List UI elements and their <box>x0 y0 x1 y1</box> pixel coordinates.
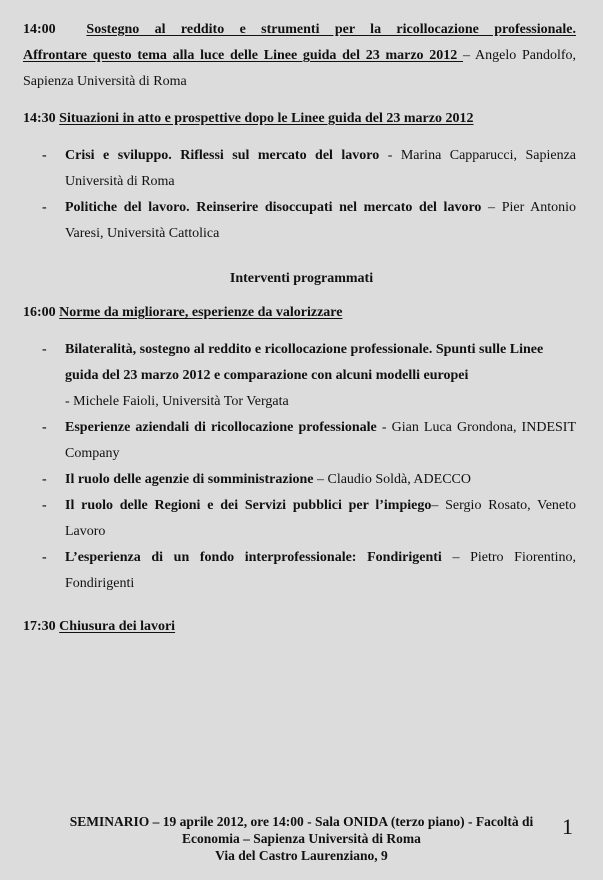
bullet-dash: - <box>42 550 47 565</box>
item-title: Il ruolo delle agenzie di somministrazione <box>65 472 314 487</box>
spacer <box>0 597 603 614</box>
item-speaker: - Gian Luca Grondona, INDESIT Company <box>65 420 576 461</box>
item-title: Politiche del lavoro. Reinserire disoccupati nel mercato del lavoro <box>65 200 482 215</box>
item-title: Bilateralità, sostegno al reddito e ricollocazione professionale. Spunti sulle Linee guida del 23 marzo 2012 e comparazione con alcuni modelli europei <box>65 342 544 383</box>
bullet-dash: - <box>42 472 47 487</box>
item-speaker: – Claudio Soldà, ADECCO <box>313 472 471 487</box>
section-heading: Interventi programmati <box>229 271 374 286</box>
footer-line2: Economia – Sapienza Università di Roma <box>182 831 421 846</box>
spacer <box>0 132 603 143</box>
bullet-dash: - <box>42 200 47 215</box>
footer-line1: SEMINARIO – 19 aprile 2012, ore 14:00 - Sala ONIDA (terzo piano) - Facoltà di <box>69 814 534 829</box>
bullet-dash: - <box>42 148 47 163</box>
item-speaker: - Michele Faioli, Università Tor Vergata <box>65 394 289 409</box>
spacer <box>0 289 603 300</box>
bullet-dash: - <box>42 342 47 357</box>
session-1400-line2 <box>23 43 576 95</box>
list-item <box>42 493 576 545</box>
session-time: 14:00 <box>23 22 56 37</box>
session-speaker: – Angelo Pandolfo, Sapienza Università di Roma <box>23 48 576 89</box>
session-1600 <box>23 300 576 326</box>
session-time: 17:30 <box>23 619 56 634</box>
item-title: Crisi e sviluppo. Riflessi sul mercato del lavoro <box>65 148 380 163</box>
list-item <box>42 337 576 415</box>
list-item <box>42 545 576 597</box>
session-1730 <box>23 614 576 640</box>
list-item <box>42 195 576 247</box>
session-title-line1: Sostegno al reddito e strumenti per la ricollocazione professionale. <box>86 22 577 37</box>
list-item <box>42 467 576 493</box>
bullet-dash: - <box>42 498 47 513</box>
session-title: Situazioni in atto e prospettive dopo le Linee guida del 23 marzo 2012 <box>59 111 474 126</box>
spacer <box>0 247 603 269</box>
session-time: 16:00 <box>23 305 56 320</box>
page-number: 1 <box>562 814 573 839</box>
item-title: Esperienze aziendali di ricollocazione professionale <box>65 420 377 435</box>
page-footer-area <box>0 813 603 864</box>
session-1430 <box>23 106 576 132</box>
spacer <box>0 326 603 337</box>
item-speaker: – Pier Antonio Varesi, Università Cattolica <box>65 200 577 241</box>
item-speaker: – Sergio Rosato, Veneto Lavoro <box>65 498 577 539</box>
session-title-line2: Affrontare questo tema alla luce delle Linee guida del 23 marzo 2012 <box>23 48 464 63</box>
session-title: Norme da migliorare, esperienze da valorizzare <box>59 305 343 320</box>
session-time: 14:30 <box>23 111 56 126</box>
session-title: Chiusura dei lavori <box>59 619 176 634</box>
footer-line3: Via del Castro Laurenziano, 9 <box>215 848 388 863</box>
item-title: L’esperienza di un fondo interprofessionale: Fondirigenti <box>65 550 442 565</box>
session-1400 <box>23 17 576 95</box>
spacer <box>0 95 603 106</box>
list-item <box>42 143 576 195</box>
session-1600-list <box>42 337 576 597</box>
list-item <box>42 415 576 467</box>
document-flow <box>0 17 603 864</box>
page-footer <box>0 813 603 864</box>
item-speaker: - Marina Capparucci, Sapienza Università di Roma <box>65 148 577 189</box>
session-1400-line1 <box>23 17 576 43</box>
item-title: Il ruolo delle Regioni e dei Servizi pubblici per l’impiego <box>65 498 432 513</box>
bullet-dash: - <box>42 420 47 435</box>
session-1430-list <box>42 143 576 247</box>
item-speaker: – Pietro Fiorentino, Fondirigenti <box>65 550 576 591</box>
